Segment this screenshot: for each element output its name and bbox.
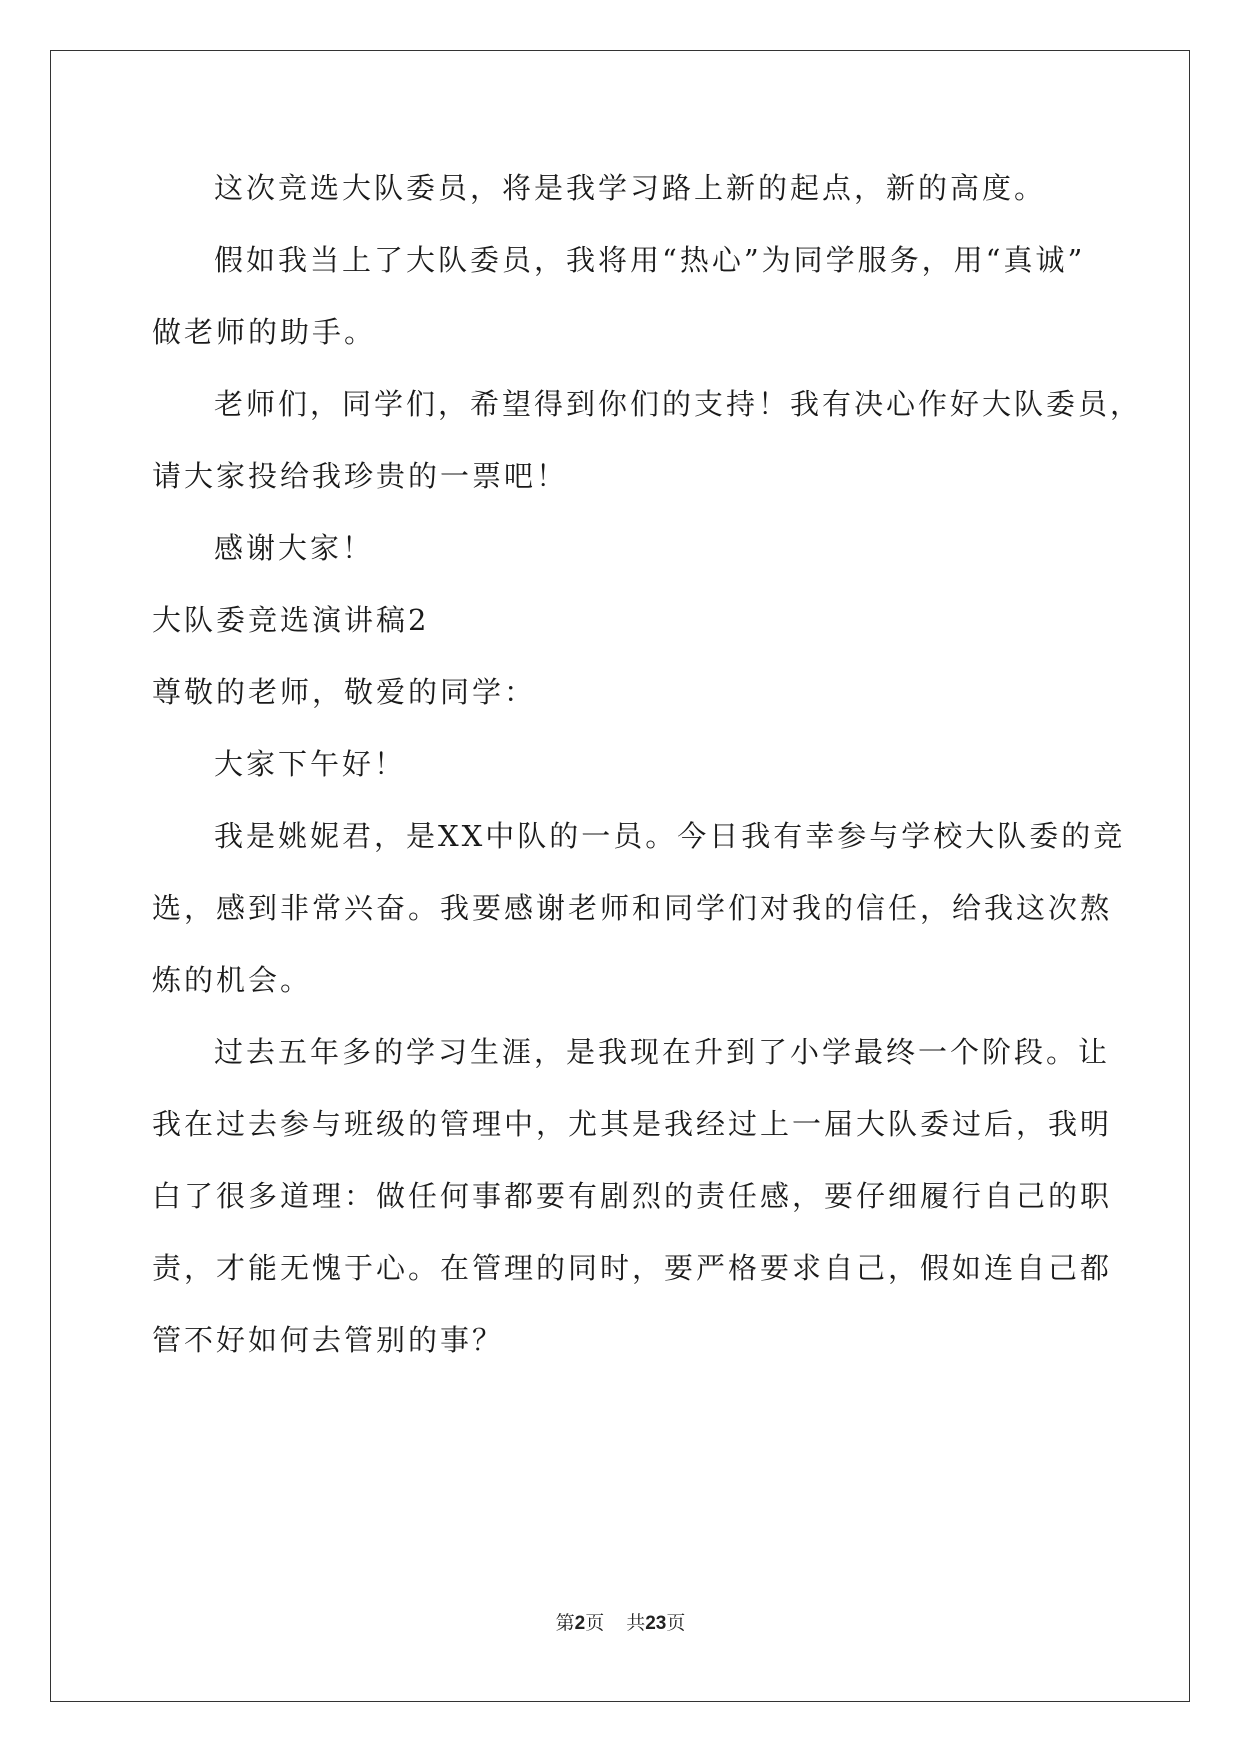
footer-total-prefix: 共 xyxy=(626,1612,646,1634)
salutation: 尊敬的老师，敬爱的同学： xyxy=(152,675,537,709)
paragraph-line: 管不好如何去管别的事？ xyxy=(152,1323,505,1357)
paragraph-line: 我是姚妮君，是XX中队的一员。今日我有幸参与学校大队委的竞 xyxy=(214,819,1126,853)
current-page-number: 2 xyxy=(574,1613,586,1634)
paragraph-line: 做老师的助手。 xyxy=(152,315,377,349)
paragraph-line: 责，才能无愧于心。在管理的同时，要严格要求自己，假如连自己都 xyxy=(152,1251,1113,1285)
total-page-count: 23 xyxy=(645,1613,667,1634)
paragraph-line: 白了很多道理：做任何事都要有剧烈的责任感，要仔细履行自己的职 xyxy=(152,1179,1113,1213)
footer-page-suffix: 页 xyxy=(585,1612,605,1634)
page-border xyxy=(50,50,1190,1702)
paragraph-line: 请大家投给我珍贵的一票吧！ xyxy=(152,459,569,493)
footer-prefix: 第 xyxy=(555,1612,575,1634)
paragraph-line: 选，感到非常兴奋。我要感谢老师和同学们对我的信任，给我这次熬 xyxy=(152,891,1113,925)
footer-total-suffix: 页 xyxy=(666,1612,686,1634)
paragraph-line: 这次竞选大队委员，将是我学习路上新的起点，新的高度。 xyxy=(214,171,1047,205)
paragraph-line: 大家下午好！ xyxy=(214,747,407,781)
section-title: 大队委竞选演讲稿2 xyxy=(152,603,430,637)
paragraph-line: 过去五年多的学习生涯，是我现在升到了小学最终一个阶段。让 xyxy=(214,1035,1111,1069)
paragraph-line: 炼的机会。 xyxy=(152,963,313,997)
paragraph-line: 我在过去参与班级的管理中，尤其是我经过上一届大队委过后，我明 xyxy=(152,1107,1113,1141)
paragraph-line: 感谢大家！ xyxy=(214,531,375,565)
page-footer xyxy=(0,1608,1241,1635)
paragraph-line: 老师们，同学们，希望得到你们的支持！我有决心作好大队委员， xyxy=(214,387,1143,421)
paragraph-line: 假如我当上了大队委员，我将用“热心”为同学服务，用“真诚” xyxy=(214,243,1086,277)
